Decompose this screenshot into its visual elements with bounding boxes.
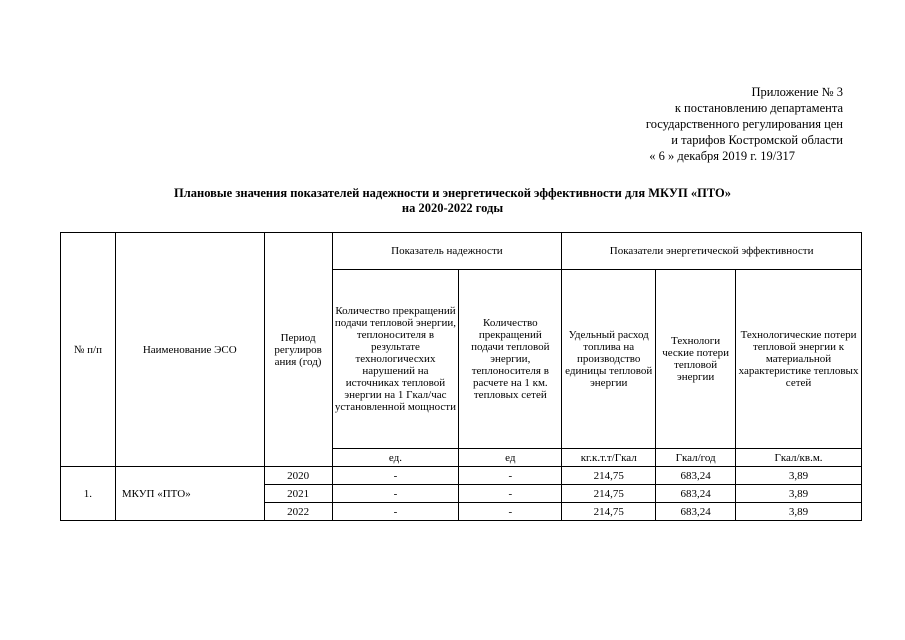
header-col5: Технологические потери тепловой энергии к материальной характеристике тепловых сетей (736, 270, 862, 449)
row-value-5: 3,89 (736, 485, 862, 503)
table-row (61, 467, 862, 485)
row-value-5: 3,89 (736, 503, 862, 521)
row-value-2: - (459, 503, 562, 521)
title-line-1: Плановые значения показателей надежности и энергетической эффективности для МКУП «ПТО» (174, 186, 731, 200)
row-value-1: - (332, 467, 459, 485)
appendix-block (646, 84, 843, 164)
row-value-2: - (459, 485, 562, 503)
entity-num: 1. (61, 467, 116, 521)
row-value-2: - (459, 467, 562, 485)
row-year: 2020 (264, 467, 332, 485)
header-col1: Количество прекращений подачи тепловой энергии, теплоносителя в результате технологичесхих нарушений на источниках тепловой энергии на 1 Гкал/час установленной мощности (332, 270, 459, 449)
row-year: 2022 (264, 503, 332, 521)
header-col3: Удельный расход топлива на производство единицы тепловой энергии (562, 270, 656, 449)
row-value-5: 3,89 (736, 467, 862, 485)
header-col2: Количество прекращений подачи тепловой энергии, теплоносителя в расчете на 1 км. тепловых сетей (459, 270, 562, 449)
unit-col5: Гкал/кв.м. (736, 449, 862, 467)
row-value-4: 683,24 (656, 503, 736, 521)
row-value-1: - (332, 485, 459, 503)
appendix-date: « 6 » декабря 2019 г. 19/317 (649, 149, 795, 163)
row-year: 2021 (264, 485, 332, 503)
header-col4: Технологи ческие потери тепловой энергии (656, 270, 736, 449)
header-efficiency-group: Показатели энергетической эффективности (562, 233, 862, 270)
header-reliability-group: Показатель надежности (332, 233, 562, 270)
appendix-department: государственного регулирования цен (645, 117, 843, 131)
appendix-resolution: к постановлению департамента (674, 101, 843, 115)
row-value-4: 683,24 (656, 485, 736, 503)
document-title (60, 186, 845, 216)
entity-name: МКУП «ПТО» (115, 467, 264, 521)
unit-col4: Гкал/год (656, 449, 736, 467)
header-name: Наименование ЭСО (115, 233, 264, 467)
unit-col3: кг.к.т.т/Гкал (562, 449, 656, 467)
row-value-1: - (332, 503, 459, 521)
unit-col2: ед (459, 449, 562, 467)
row-value-3: 214,75 (562, 467, 656, 485)
row-value-3: 214,75 (562, 503, 656, 521)
row-value-3: 214,75 (562, 485, 656, 503)
indicators-table (60, 232, 862, 521)
title-line-2: на 2020-2022 годы (401, 201, 504, 215)
unit-col1: ед. (332, 449, 459, 467)
row-value-4: 683,24 (656, 467, 736, 485)
appendix-number: Приложение № 3 (751, 85, 843, 99)
appendix-region: и тарифов Костромской области (671, 133, 843, 147)
header-period: Период регулиров ания (год) (264, 233, 332, 467)
header-num: № п/п (61, 233, 116, 467)
